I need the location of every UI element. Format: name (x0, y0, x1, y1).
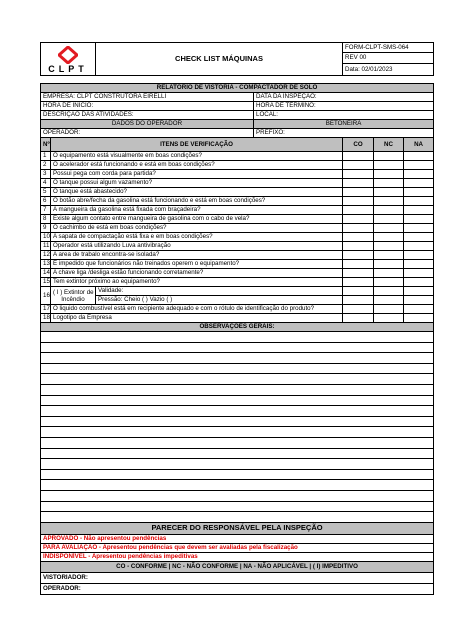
observation-line[interactable] (41, 437, 434, 448)
operator-signature[interactable]: OPERADOR: (41, 583, 434, 594)
item-text: A mangueira da gasolina está fixada com braçadeira? (51, 206, 343, 215)
checklist-row (41, 242, 434, 251)
observation-line-cell[interactable] (41, 363, 434, 374)
co-check-cell[interactable] (343, 260, 374, 269)
nc-check-cell[interactable] (374, 152, 404, 161)
item-text: Tem extintor próximo ao equipamento? (51, 278, 343, 287)
opinion-approved[interactable]: APROVADO - Não apresentou pendências (41, 534, 434, 543)
nc-check-cell[interactable] (374, 242, 404, 251)
observations-lines[interactable] (41, 332, 434, 523)
checklist-table (40, 42, 434, 595)
nc-check-cell[interactable] (374, 179, 404, 188)
observations-title: OBSERVAÇÕES GERAIS: (41, 323, 434, 332)
company-field: EMPRESA: CLPT CONSTRUTORA EIRELLI (41, 93, 254, 102)
extinguisher-label-line2: Incêndio (61, 295, 85, 303)
item-text: Logotipo da Empresa (51, 314, 343, 323)
opinion-evaluation[interactable]: PARA AVALIAÇÃO - Apresentou pendências que devem ser avaliadas pela fiscalização (41, 543, 434, 552)
checklist-row (41, 233, 434, 242)
extinguisher-validity[interactable]: Validade: (96, 287, 343, 296)
observation-line[interactable] (41, 416, 434, 427)
na-check-cell[interactable] (404, 242, 434, 251)
checklist-row (41, 152, 434, 161)
extinguisher-pressure[interactable]: Pressão: Cheio ( ) Vazio ( ) (96, 296, 343, 305)
na-check-cell[interactable] (404, 314, 434, 323)
item-number: 1 (41, 152, 51, 161)
item-text: O cachimbo de está em boas condições? (51, 224, 343, 233)
extinguisher-label-line1: ( I ) Extintor de (53, 288, 94, 296)
form-code: FORM-CLPT-SMS-064 (343, 43, 434, 53)
opinion-title: PARECER DO RESPONSÁVEL PELA INSPEÇÃO (41, 522, 434, 534)
observation-line-cell[interactable] (41, 332, 434, 343)
observation-line[interactable] (41, 353, 434, 364)
nc-check-cell[interactable] (374, 206, 404, 215)
na-check-cell[interactable] (404, 206, 434, 215)
checklist-row (41, 197, 434, 206)
form-revision: REV 00 (343, 53, 434, 64)
observation-line[interactable] (41, 501, 434, 512)
checklist-row (41, 188, 434, 197)
na-check-cell[interactable] (404, 269, 434, 278)
end-time-field[interactable]: HORA DE TÉRMINO: (254, 102, 434, 111)
na-check-cell[interactable] (404, 233, 434, 242)
co-check-cell[interactable] (343, 152, 374, 161)
na-check-cell[interactable] (404, 161, 434, 170)
co-check-cell[interactable] (343, 206, 374, 215)
item-text: A area de trabalo encontra-se isolada? (51, 251, 343, 260)
nc-check-cell[interactable] (374, 278, 404, 287)
mixer-heading: BETONEIRA (254, 120, 434, 129)
item-number: 17 (41, 305, 51, 314)
co-check-cell[interactable] (343, 179, 374, 188)
start-time-field[interactable]: HORA DE INICIO: (41, 102, 254, 111)
co-check-cell[interactable] (343, 296, 374, 305)
observation-line-cell[interactable] (41, 512, 434, 523)
observation-line[interactable] (41, 480, 434, 491)
item-number: 11 (41, 242, 51, 251)
item-text: O acelerador está funcionando e está em boas condições? (51, 161, 343, 170)
item-number: 15 (41, 278, 51, 287)
operator-data-heading: DADOS DO OPERADOR (41, 120, 254, 129)
nc-check-cell[interactable] (374, 296, 404, 305)
co-check-cell[interactable] (343, 251, 374, 260)
observation-line[interactable] (41, 448, 434, 459)
nc-check-cell[interactable] (374, 269, 404, 278)
observation-line-cell[interactable] (41, 469, 434, 480)
observation-line-cell[interactable] (41, 416, 434, 427)
column-items: ITENS DE VERIFICAÇÃO (51, 138, 343, 152)
observation-line-cell[interactable] (41, 501, 434, 512)
item-number: 8 (41, 215, 51, 224)
nc-check-cell[interactable] (374, 233, 404, 242)
observation-line-cell[interactable] (41, 437, 434, 448)
extinguisher-label (51, 287, 96, 305)
checklist-row (41, 260, 434, 269)
na-check-cell[interactable] (404, 260, 434, 269)
checklist-row (41, 269, 434, 278)
co-check-cell[interactable] (343, 314, 374, 323)
nc-check-cell[interactable] (374, 314, 404, 323)
na-check-cell[interactable] (404, 197, 434, 206)
observation-line[interactable] (41, 342, 434, 353)
co-check-cell[interactable] (343, 161, 374, 170)
nc-check-cell[interactable] (374, 215, 404, 224)
observation-line-cell[interactable] (41, 384, 434, 395)
checklist-row (41, 215, 434, 224)
observation-line-cell[interactable] (41, 459, 434, 470)
observation-line[interactable] (41, 512, 434, 523)
na-check-cell[interactable] (404, 179, 434, 188)
checklist-row (41, 206, 434, 215)
observation-line-cell[interactable] (41, 406, 434, 417)
item-text: O liquido combustível está em recipiente adequado e com o rótulo de identificação do produto? (51, 305, 343, 314)
checklist-row (41, 224, 434, 233)
nc-check-cell[interactable] (374, 251, 404, 260)
nc-check-cell[interactable] (374, 287, 404, 296)
item-number: 18 (41, 314, 51, 323)
na-check-cell[interactable] (404, 296, 434, 305)
nc-check-cell[interactable] (374, 224, 404, 233)
na-check-cell[interactable] (404, 305, 434, 314)
item-number: 14 (41, 269, 51, 278)
legend: CO - CONFORME | NC - NÃO CONFORME | NA - NÃO APLICÁVEL | ( I) IMPEDITIVO (41, 561, 434, 572)
item-number: 10 (41, 233, 51, 242)
item-text: A sapata de compactação está fixa e em boas condições? (51, 233, 343, 242)
co-check-cell[interactable] (343, 170, 374, 179)
nc-check-cell[interactable] (374, 161, 404, 170)
checklist-row (41, 251, 434, 260)
item-number: 5 (41, 188, 51, 197)
nc-check-cell[interactable] (374, 170, 404, 179)
observation-line[interactable] (41, 406, 434, 417)
na-check-cell[interactable] (404, 287, 434, 296)
na-check-cell[interactable] (404, 278, 434, 287)
column-co: CO (343, 138, 374, 152)
co-check-cell[interactable] (343, 242, 374, 251)
items-list (41, 152, 434, 287)
item-number: 12 (41, 251, 51, 260)
co-check-cell[interactable] (343, 188, 374, 197)
nc-check-cell[interactable] (374, 305, 404, 314)
observation-line[interactable] (41, 332, 434, 343)
co-check-cell[interactable] (343, 269, 374, 278)
item-text: É impedido que funcionários não treinados operem o equipamento? (51, 260, 343, 269)
observation-line[interactable] (41, 384, 434, 395)
checklist-form (40, 42, 433, 595)
activities-field[interactable]: DESCRIÇÃO DAS ATIVIDADES: (41, 111, 254, 120)
observation-line-cell[interactable] (41, 353, 434, 364)
item-number: 2 (41, 161, 51, 170)
inspector-signature[interactable]: VISTORIADOR: (41, 572, 434, 583)
column-nc: NC (374, 138, 404, 152)
co-check-cell[interactable] (343, 287, 374, 296)
item-number: 16 (41, 287, 51, 305)
column-na: NA (404, 138, 434, 152)
observation-line[interactable] (41, 469, 434, 480)
prefix-field[interactable]: PREFIXO: (254, 129, 434, 138)
inspection-date-field[interactable]: DATA DA INSPEÇÃO: (254, 93, 434, 102)
item-number: 9 (41, 224, 51, 233)
observation-line-cell[interactable] (41, 480, 434, 491)
observation-line[interactable] (41, 374, 434, 385)
na-check-cell[interactable] (404, 224, 434, 233)
na-check-cell[interactable] (404, 215, 434, 224)
observation-line[interactable] (41, 490, 434, 501)
opinion-unavailable[interactable]: INDISPONÍVEL - Apresentou pendências impeditivas (41, 552, 434, 561)
na-check-cell[interactable] (404, 188, 434, 197)
co-check-cell[interactable] (343, 215, 374, 224)
checklist-row (41, 170, 434, 179)
observation-line[interactable] (41, 363, 434, 374)
co-check-cell[interactable] (343, 278, 374, 287)
item-number: 7 (41, 206, 51, 215)
logo-text: CLPT (48, 63, 88, 74)
nc-check-cell[interactable] (374, 260, 404, 269)
item-text: O equipamento está visualmente em boas condições? (51, 152, 343, 161)
observation-line-cell[interactable] (41, 342, 434, 353)
na-check-cell[interactable] (404, 251, 434, 260)
item-text: Operador está utilizando Luva antivibração (51, 242, 343, 251)
checklist-row (41, 179, 434, 188)
co-check-cell[interactable] (343, 224, 374, 233)
item-number: 13 (41, 260, 51, 269)
form-date: Data: 02/01/2023 (343, 64, 434, 76)
operator-field[interactable]: OPERADOR: (41, 129, 254, 138)
item-text: O tanque está abastecido? (51, 188, 343, 197)
observation-line-cell[interactable] (41, 448, 434, 459)
item-number: 3 (41, 170, 51, 179)
form-title: CHECK LIST MÁQUINAS (96, 43, 343, 76)
co-check-cell[interactable] (343, 197, 374, 206)
nc-check-cell[interactable] (374, 188, 404, 197)
nc-check-cell[interactable] (374, 197, 404, 206)
observation-line[interactable] (41, 459, 434, 470)
observation-line-cell[interactable] (41, 374, 434, 385)
item-text: Existe algum contato entre mangueira de gasolina com o cabo de vela? (51, 215, 343, 224)
observation-line-cell[interactable] (41, 490, 434, 501)
observation-line-cell[interactable] (41, 427, 434, 438)
observation-line[interactable] (41, 427, 434, 438)
checklist-row (41, 161, 434, 170)
report-title: RELATÓRIO DE VISTORIA - COMPACTADOR DE SOLO (41, 84, 434, 93)
co-check-cell[interactable] (343, 305, 374, 314)
item-text: A chave liga /desliga estão funcionando corretamente? (51, 269, 343, 278)
location-field[interactable]: LOCAL: (254, 111, 434, 120)
column-number: Nº (41, 138, 51, 152)
item-text: O botão abre/fecha da gasolina está funcionando e está em boas condições? (51, 197, 343, 206)
co-check-cell[interactable] (343, 233, 374, 242)
checklist-row (41, 278, 434, 287)
observation-line-cell[interactable] (41, 395, 434, 406)
logo-cell (41, 43, 96, 76)
observation-line[interactable] (41, 395, 434, 406)
clpt-logo-icon (58, 46, 78, 64)
item-text: O tanque possui algum vazamento? (51, 179, 343, 188)
item-number: 4 (41, 179, 51, 188)
na-check-cell[interactable] (404, 170, 434, 179)
item-number: 6 (41, 197, 51, 206)
na-check-cell[interactable] (404, 152, 434, 161)
item-text: Possui pega com corda para partida? (51, 170, 343, 179)
